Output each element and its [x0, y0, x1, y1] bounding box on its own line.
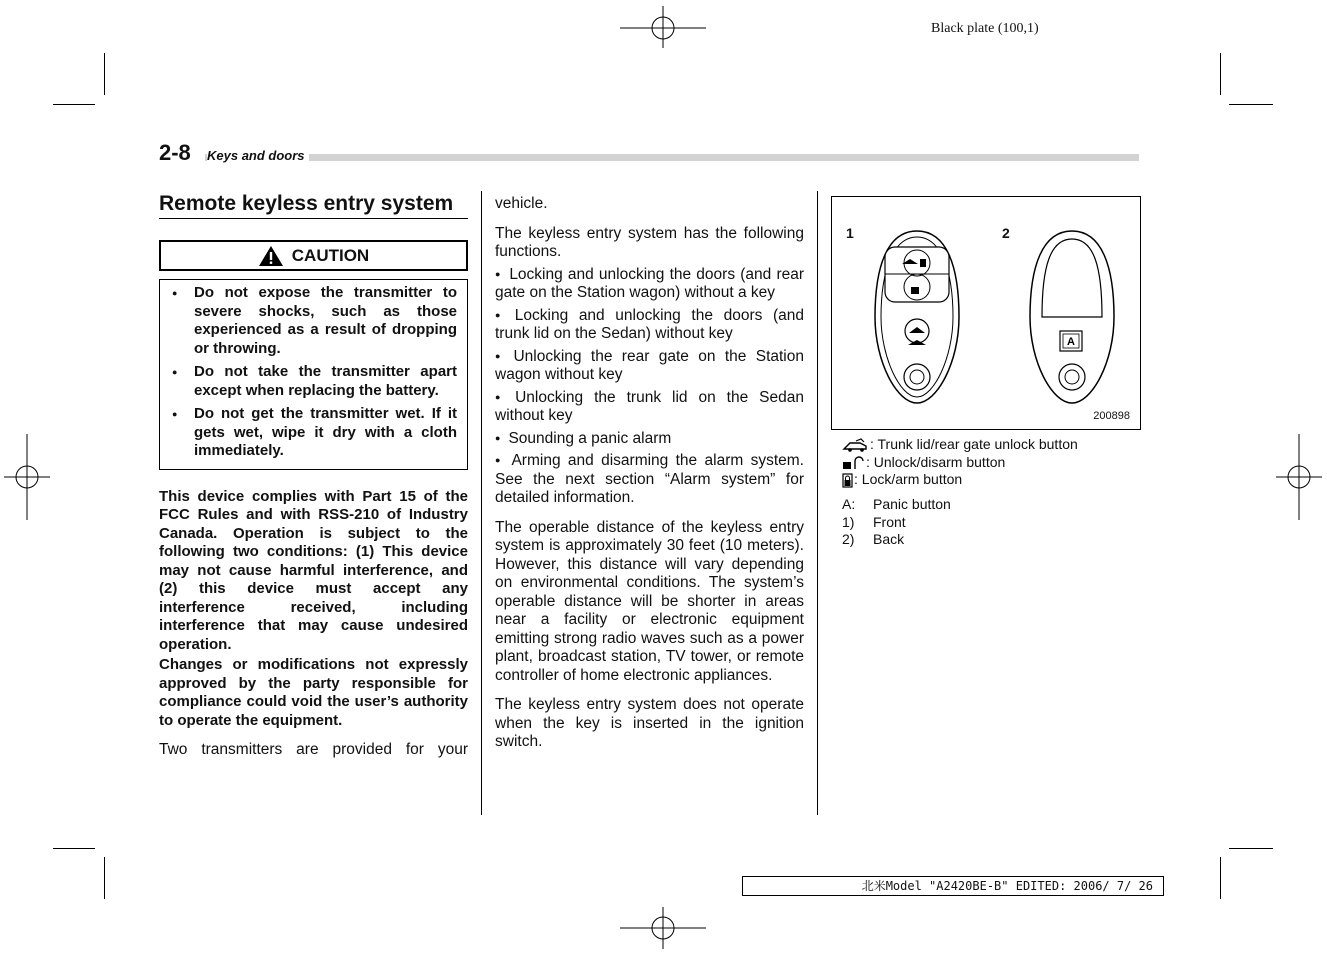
registration-mark-bottom [618, 907, 708, 949]
caution-box [159, 279, 468, 470]
caution-item: ● Do not get the transmitter wet. If it gets wet, wipe it dry with a cloth immediately. [170, 405, 457, 461]
section-title: Keys and doors [207, 148, 309, 163]
note-item: 2) Back [842, 531, 905, 547]
transmitter-figure [831, 196, 1141, 430]
unlock-icon [842, 456, 866, 470]
figure-notes [842, 496, 951, 549]
note-item: A: Panic button [842, 496, 951, 512]
registration-mark-top [618, 6, 708, 48]
column-divider-2 [817, 191, 818, 815]
function-item: ● Arming and disarming the alarm system. See the next section “Alarm system” for detailed information. [495, 452, 804, 506]
panic-button-letter: A [1067, 336, 1075, 348]
fcc-paragraph: This device complies with Part 15 of the FCC Rules and with RSS-210 of Industry Canada. Operation is subject to the following two conditions: (1) This device may not cause harmful interference, and (2) this device must accept any interference received, including interference that may cause undesired operation. [159, 487, 468, 653]
vehicle-text: vehicle. [495, 195, 548, 212]
figure-label-front: 1 [846, 225, 854, 241]
registration-mark-left [4, 434, 50, 520]
legend-item: : Trunk lid/rear gate unlock button [842, 436, 1078, 454]
column-divider-1 [481, 191, 482, 815]
page-title: Remote keyless entry system [159, 192, 468, 219]
function-item: ● Locking and unlocking the doors (and trunk lid on the Sedan) without key [495, 306, 805, 342]
header-bar [205, 154, 1139, 161]
plate-info: Black plate (100,1) [931, 21, 1039, 36]
note-item: 1) Front [842, 513, 906, 530]
legend-item: : Lock/arm button [842, 471, 1078, 489]
function-item: ● Locking and unlocking the doors (and rear gate on the Station wagon) without a key [495, 265, 805, 301]
edit-footer: 北米Model "A2420BE-B" EDITED: 2006/ 7/ 26 [742, 876, 1164, 896]
figure-label-back: 2 [1002, 225, 1010, 241]
transmitter-front-icon [867, 227, 967, 407]
figure-code: 200898 [1093, 410, 1130, 422]
lock-icon [842, 473, 854, 488]
function-item: ● Unlocking the trunk lid on the Sedan without key [495, 388, 804, 424]
caution-item: ● Do not expose the transmitter to severe shocks, such as those experienced as a result of dropping or throwing. [170, 284, 457, 358]
caution-label: CAUTION [291, 245, 370, 265]
legend-item: : Unlock/disarm button [842, 454, 1078, 472]
transmitter-back-icon [1022, 227, 1122, 407]
column-1 [159, 192, 468, 760]
trunk-unlock-icon [842, 438, 870, 452]
function-item: ● Unlocking the rear gate on the Station wagon without key [495, 347, 804, 383]
functions-intro: The keyless entry system has the following functions. [495, 224, 804, 260]
caution-item: ● Do not take the transmitter apart except when replacing the battery. [170, 363, 457, 400]
distance-paragraph: The operable distance of the keyless entry system is approximately 30 feet (10 meters). However, this distance will vary depending on environmental conditions. The system’s operable distance will be shorter in areas near a facility or electronic equipment emitting strong radio waves such as a power plant, broadcast station, TV tower, or remote controller of home electronic appliances. [495, 518, 804, 684]
changes-paragraph: Changes or modifications not expressly approved by the party responsible for compliance could void the user’s authority to operate the equipment. [159, 656, 468, 729]
caution-header [159, 240, 468, 271]
function-item: ● Sounding a panic alarm [495, 429, 672, 447]
column-2 [495, 195, 804, 752]
two-transmitters-text: Two transmitters are provided for your [159, 741, 468, 758]
warning-triangle-icon [258, 245, 284, 267]
registration-mark-right [1276, 434, 1322, 520]
page-number: 2-8 [159, 140, 191, 165]
not-operate-paragraph: The keyless entry system does not operate when the key is inserted in the ignition switch. [495, 696, 804, 750]
button-legend [842, 436, 1078, 489]
